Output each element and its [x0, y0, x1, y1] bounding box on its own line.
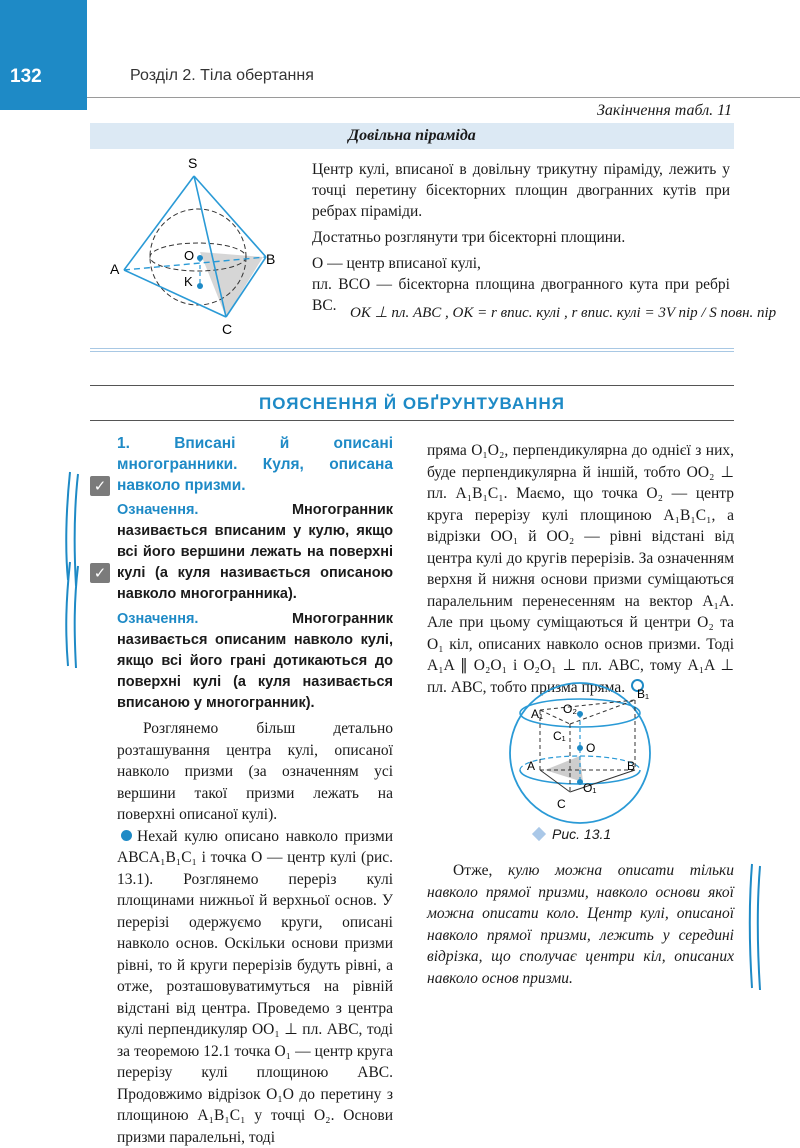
paragraph-proof [117, 826, 393, 1148]
section-title: ПОЯСНЕННЯ Й ОБҐРУНТУВАННЯ [90, 394, 734, 414]
pyramid-description [312, 159, 730, 321]
label-c: C [222, 321, 232, 337]
conclusion [427, 860, 734, 989]
definition-inscribed [117, 500, 393, 605]
prism-sphere-figure [505, 678, 655, 828]
page-number: 132 [10, 66, 42, 88]
definition-label: Означення. [117, 502, 198, 518]
label-c1: C₁ [553, 729, 566, 743]
margin-marks-left [62, 470, 86, 670]
section-rule-top [90, 385, 734, 386]
conclusion-text: кулю можна описати тільки навколо прямої призми, навколо основи якої можна описати коло. Центр кулі, описаної навколо прямої призми, лежить у середині відрізка, що сполучає центри кіл, описаних навколо основ призми. [427, 862, 734, 987]
left-column [117, 433, 393, 1148]
label-a1: A₁ [531, 707, 543, 721]
pyramid-p4: пл. BCO — бісекторна площина двогранного кута при ребрі BC. [312, 274, 730, 316]
check-icon: ✓ [90, 563, 110, 583]
label-a: A [527, 759, 535, 773]
proof-continued-text: пряма O₁O₂, перпендикулярна до однієї з них, буде перпендикулярна й іншій, тобто OO₂ ⊥ пл. A₁B₁C₁. Маємо, що точка O₂ — центр круга перерізу кулі площиною A₁B₁C₁, а відрізки OO₁ й OO₂ — рівні відстані від центра кулі до кругів перерізів. За означенням верхня й нижня основи призми суміщаються паралельним перенесенням на вектор A₁A. Але при цьому суміщаються й центри O₂ та O₁ кіл, описаних навколо основ призми. Тоді A₁A ∥ O₂O₁ і O₂O₁ ⊥ пл. ABC, тому A₁A ⊥ пл. ABC, тобто призма пряма. [427, 442, 734, 696]
pyramid-p1: Центр кулі, вписаної в довільну трикутну піраміду, лежить у точці перетину бісекторних площин двогранних кутів при ребрах піраміди. [312, 159, 730, 222]
label-o2: O₂ [563, 702, 577, 716]
label-o: O [586, 741, 595, 755]
definition-label: Означення. [117, 611, 198, 627]
table-continuation: Закінчення табл. 11 [597, 102, 732, 120]
pyramid-formula: OK ⊥ пл. ABC , OK = r впис. кулі , r впис. кулі = 3V пір / S повн. пір [350, 303, 776, 322]
figure-caption [534, 826, 611, 842]
paragraph-continued [427, 440, 734, 698]
table-heading: Довільна піраміда [90, 123, 734, 149]
label-s: S [188, 155, 197, 171]
label-c: C [557, 797, 566, 811]
right-column [427, 440, 734, 698]
margin-marks-right [744, 862, 768, 992]
paragraph: Розглянемо більш детально розташування центра кулі, описаної навколо призми (за означенням усі вершини такої призми лежать на поверхні описаної кулі). [117, 718, 393, 826]
definition-circumscribed [117, 609, 393, 714]
pyramid-p3: O — центр вписаної кулі, [312, 253, 730, 274]
edge-sc [194, 176, 226, 317]
proof-start-icon [121, 830, 132, 841]
caption-text: Рис. 13.1 [552, 826, 611, 842]
page-number-block [0, 0, 87, 110]
label-b1: B₁ [637, 687, 649, 701]
point-o [577, 745, 583, 751]
proof-text: Нехай кулю описано навколо призми ABCA₁B₁C₁ і точка O — центр кулі (рис. 13.1). Розглянемо переріз кулі площинами нижньої й верхньої основ. У перерізі одержуємо круги, описані навколо основ. Оскільки основи призми рівні, то й круги перерізів будуть рівні, а отже, розташовуватимуться на рівній відстані від центра. Проведемо з центра кулі перпендикуляр OO₁ ⊥ пл. ABC, тоді за теоремою 12.1 точка O₁ — центр круга перерізу кулі площиною ABC. Продовжимо відрізок O₁O до перетину з площиною A₁B₁C₁ у точці O₂. Основи призми паралельні, тоді [117, 828, 393, 1146]
edge-sb [194, 176, 266, 257]
label-a: A [110, 261, 120, 277]
section-rule-bottom [90, 420, 734, 421]
header-rule [87, 97, 800, 98]
check-icon: ✓ [90, 476, 110, 496]
label-k: K [184, 274, 193, 289]
edge-a1b1 [540, 700, 635, 710]
definition-text: Многогранник називається вписаним у кулю, якщо всі його вершини лежать на поверхні кулі (а куля називається описаною навколо многогранника). [117, 502, 393, 602]
label-o1: O₁ [583, 781, 596, 795]
label-b: B [266, 251, 275, 267]
header-band [87, 0, 800, 110]
definition-text: Многогранник називається описаним навколо кулі, якщо всі його грані дотикаються до поверхні кулі (а куля називається вписаною у многогранник). [117, 611, 393, 711]
label-b: B [627, 759, 635, 773]
caption-diamond-icon [532, 827, 546, 841]
table-bottom-rule [90, 348, 734, 352]
conclusion-lead: Отже, [427, 862, 492, 879]
point-k [197, 283, 203, 289]
point-o [197, 255, 203, 261]
subheading: 1. Вписані й описані многогранники. Куля, описана навколо призми. [117, 433, 393, 496]
chapter-title: Розділ 2. Тіла обертання [130, 67, 314, 85]
pyramid-p2: Достатньо розглянути три бісекторні площини. [312, 227, 730, 248]
label-o: O [184, 248, 194, 263]
point-o2 [577, 711, 583, 717]
pyramid-figure [108, 152, 308, 342]
